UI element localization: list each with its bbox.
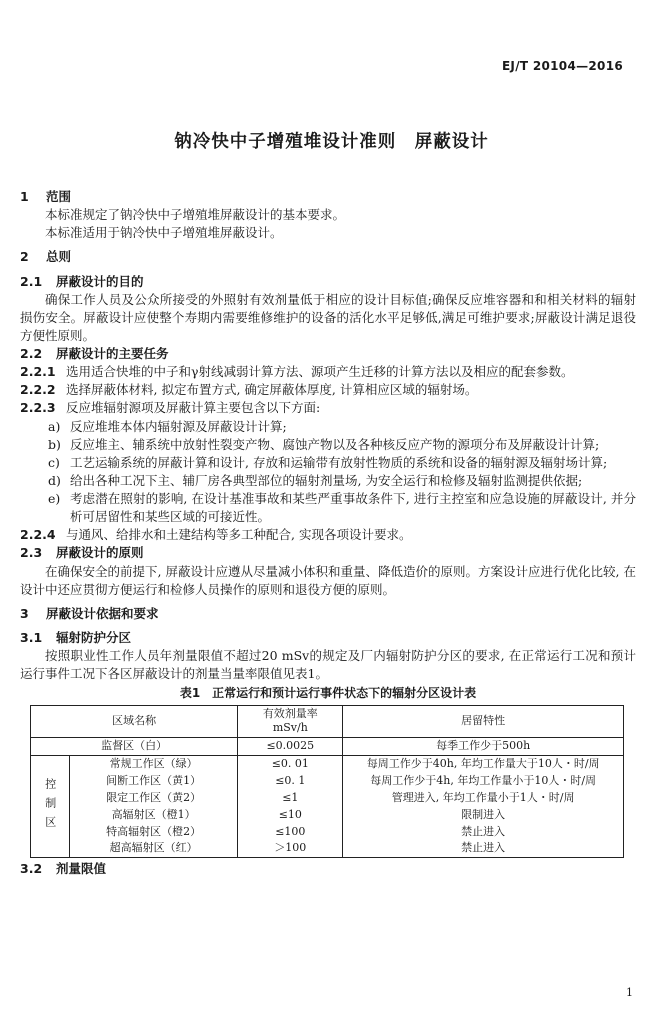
section-2-heading <box>20 248 636 266</box>
list-marker: d) <box>48 472 61 488</box>
list-marker: a) <box>48 418 61 434</box>
cell-occupancy: 每周工作少于4h, 年均工作量小于10人・时/周 <box>343 773 624 790</box>
section-number: 2.1 <box>20 273 43 289</box>
cell-name: 限定工作区（黄2） <box>70 790 238 807</box>
document-title: 钠冷快中子增殖堆设计准则 屏蔽设计 <box>174 132 489 152</box>
cell-rate: ＞100 <box>238 840 343 857</box>
section-title: 范围 <box>46 189 72 204</box>
clause-text: 与通风、给排水和土建结构等多工种配合, 实现各项设计要求。 <box>66 527 412 543</box>
cell-rate: ≤100 <box>238 824 343 841</box>
header-occupancy: 居留特性 <box>343 705 624 738</box>
list-text: 考虑潜在照射的影响, 在设计基准事故和某些严重事故条件下, 进行主控室和应急设施的屏蔽设计, 并分析可居留性和某些区域的可接近性。 <box>70 491 636 525</box>
cell-rate: ≤0.0025 <box>238 738 343 756</box>
section-2-3-heading <box>20 544 636 562</box>
section-title: 屏蔽设计依据和要求 <box>46 605 159 621</box>
clause-number: 2.2.4 <box>20 527 56 543</box>
clause-2-2-3 <box>20 399 636 417</box>
table-row <box>31 824 624 841</box>
section-2-1-heading <box>20 273 636 291</box>
paragraph: 本标准适用于钠冷快中子增殖堆屏蔽设计。 <box>45 225 283 241</box>
table-header-row <box>31 705 624 738</box>
paragraph: 本标准规定了钠冷快中子增殖堆屏蔽设计的基本要求。 <box>45 207 346 223</box>
section-title: 剂量限值 <box>56 861 107 877</box>
list-text: 工艺运输系统的屏蔽计算和设计, 存放和运输带有放射性物质的系统和设备的辐射源及辐射场计算; <box>70 454 608 470</box>
cell-name: 特高辐射区（橙2） <box>70 824 238 841</box>
clause-text: 选择屏蔽体材料, 拟定布置方式, 确定屏蔽体厚度, 计算相应区域的辐射场。 <box>66 382 478 398</box>
section-3-heading <box>20 605 636 623</box>
section-number: 2 <box>20 249 29 265</box>
section-number: 2.2 <box>20 346 43 361</box>
table-row <box>31 807 624 824</box>
cell-occupancy: 管理进入, 年均工作量小于1人・时/周 <box>343 790 624 807</box>
clause-number: 2.2.3 <box>20 400 56 416</box>
section-3-1-heading <box>20 629 636 647</box>
section-number: 3 <box>20 605 29 621</box>
cell-name: 高辐射区（橙1） <box>70 807 238 824</box>
clause-number: 2.2.2 <box>20 382 56 398</box>
list-item-a <box>20 418 636 436</box>
cell-name: 常规工作区（绿） <box>70 756 238 773</box>
radiation-zone-table <box>30 705 624 859</box>
page-number: 1 <box>626 986 633 999</box>
section-number: 1 <box>20 189 29 204</box>
cell-occupancy: 禁止进入 <box>343 840 624 857</box>
cell-name: 监督区（白） <box>31 738 238 756</box>
list-marker: e) <box>48 491 61 506</box>
control-zone-label <box>31 756 70 858</box>
control-zone-label-text: 控制区 <box>43 778 57 836</box>
list-marker: b) <box>48 436 61 452</box>
table-row <box>31 840 624 857</box>
standard-code: EJ/T 20104—2016 <box>501 59 623 73</box>
table-row <box>31 756 624 773</box>
cell-name: 超高辐射区（红） <box>70 840 238 857</box>
section-title: 屏蔽设计的原则 <box>56 545 144 561</box>
clause-2-2-4 <box>20 526 636 544</box>
cell-occupancy: 每季工作少于500h <box>343 738 624 756</box>
clause-2-2-2 <box>20 381 636 399</box>
section-number: 2.3 <box>20 545 43 561</box>
cell-name: 间断工作区（黄1） <box>70 773 238 790</box>
clause-2-2-1 <box>20 363 636 381</box>
clause-text: 选用适合快堆的中子和γ射线减弱计算方法、源项产生迁移的计算方法以及相应的配套参数。 <box>66 364 574 380</box>
list-text: 反应堆主、辅系统中放射性裂变产物、腐蚀产物以及各种核反应产物的源项分布及屏蔽设计计算; <box>70 436 600 452</box>
cell-occupancy: 限制进入 <box>343 807 624 824</box>
cell-rate: ≤10 <box>238 807 343 824</box>
clause-text: 反应堆辐射源项及屏蔽计算主要包含以下方面: <box>66 400 321 416</box>
paragraph: 在确保安全的前提下, 屏蔽设计应遵从尽量减小体积和重量、降低造价的原则。方案设计应进行优化比较, 在设计中还应贯彻方便运行和检修人员操作的原则和退役方便的原则。 <box>20 563 636 597</box>
list-marker: c) <box>48 454 60 470</box>
header-rate <box>238 705 343 738</box>
cell-occupancy: 每周工作少于40h, 年均工作量大于10人・时/周 <box>343 756 624 773</box>
table-caption: 表1 正常运行和预计运行事件状态下的辐射分区设计表 <box>179 686 477 701</box>
section-title: 辐射防护分区 <box>56 629 132 645</box>
table-row <box>31 773 624 790</box>
section-1-heading <box>20 188 636 206</box>
section-title: 屏蔽设计的主要任务 <box>56 346 169 361</box>
clause-number: 2.2.1 <box>20 364 56 380</box>
cell-rate: ≤0. 01 <box>238 756 343 773</box>
header-rate-label: 有效剂量率 <box>262 706 318 720</box>
header-area: 区域名称 <box>31 705 238 738</box>
list-item-b <box>20 436 636 454</box>
section-title: 总则 <box>46 249 72 265</box>
cell-rate: ≤0. 1 <box>238 773 343 790</box>
section-title: 屏蔽设计的目的 <box>56 273 144 289</box>
section-3-2-heading <box>20 860 636 878</box>
table-row <box>31 790 624 807</box>
section-number: 3.1 <box>20 629 43 645</box>
cell-rate: ≤1 <box>238 790 343 807</box>
cell-occupancy: 禁止进入 <box>343 824 624 841</box>
document-body <box>20 188 636 878</box>
header-rate-unit: mSv/h <box>272 721 308 735</box>
list-item-d <box>20 472 636 490</box>
list-text: 反应堆堆本体内辐射源及屏蔽设计计算; <box>70 418 287 434</box>
list-text: 给出各种工况下主、辅厂房各典型部位的辐射剂量场, 为安全运行和检修及辐射监测提供依据; <box>70 472 583 488</box>
list-item-c <box>20 454 636 472</box>
paragraph: 按照职业性工作人员年剂量限值不超过20 mSv的规定及厂内辐射防护分区的要求, 在正常运行工况和预计运行事件工况下各区屏蔽设计的剂量当量率限值见表1。 <box>20 648 636 682</box>
paragraph: 确保工作人员及公众所接受的外照射有效剂量低于相应的设计目标值;确保反应堆容器和和相关材料的辐射损伤安全。屏蔽设计应使整个寿期内需要维修维护的设备的活化水平足够低,满足可维护要求;屏蔽设计满足退役方便性原则。 <box>20 291 636 343</box>
list-item-e <box>20 490 636 526</box>
section-number: 3.2 <box>20 861 43 877</box>
table-row <box>31 738 624 756</box>
section-2-2-heading <box>20 345 636 363</box>
